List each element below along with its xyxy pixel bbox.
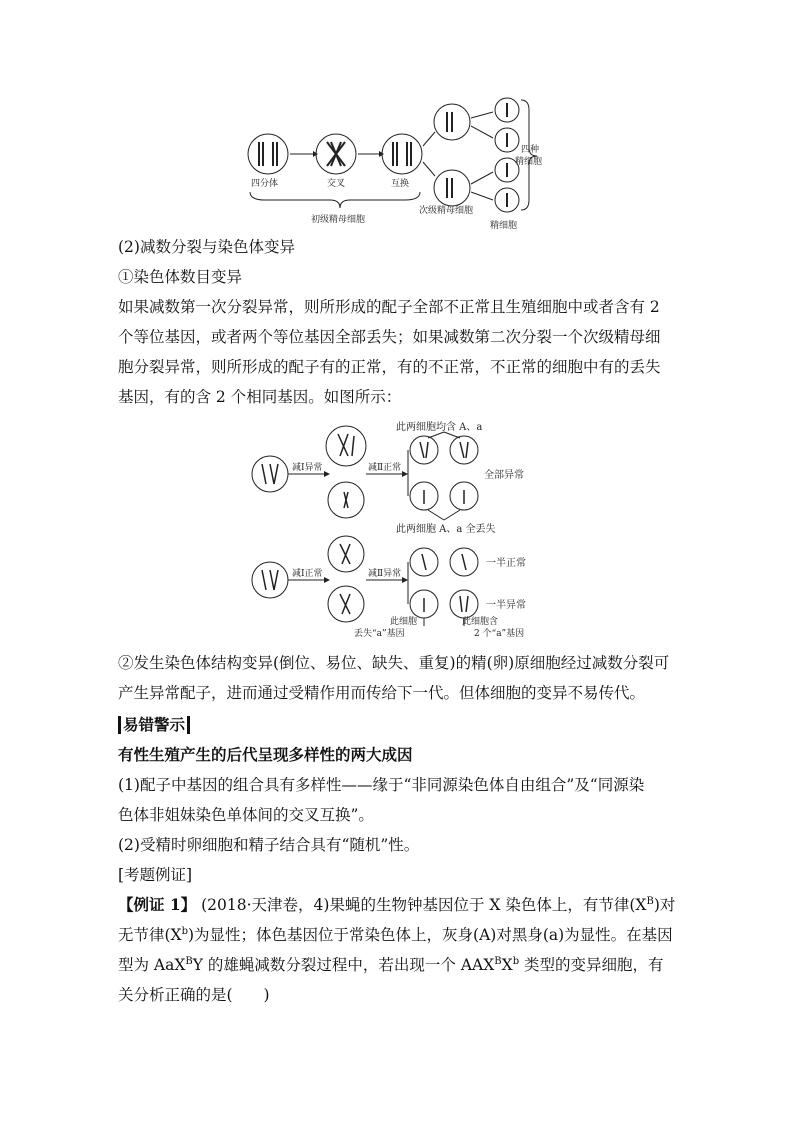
example-line2: 无节律$(X^b)$为显性；体色基因位于常染色体上，灰身(A)对黑身(a)为显性。在基因 (118, 925, 673, 944)
warning-title: 有性生殖产生的后代呈现多样性的两大成因 (118, 745, 413, 764)
label-cell-has-line1: 此细胞含 (462, 617, 499, 627)
warning-tag: 易错警示 (118, 716, 190, 734)
label-half-normal: 一半正常 (486, 558, 526, 569)
label-cell-lost-line2: 丢失“a”基因 (354, 629, 405, 639)
label-exchange: 互换 (391, 179, 410, 189)
label-both-lost-Aa: 此两细胞 A、a 全丢失 (396, 524, 496, 535)
warning-item2: (2)受精时卵细胞和精子结合具有“随机”性。 (118, 836, 420, 854)
sub2-line2: 产生异常配子，进而通过受精作用而传给下一代。但体细胞的变异不易传代。 (118, 684, 646, 702)
label-sperm-cell-2: 精细胞 (515, 157, 543, 167)
label-both-have-Aa: 此两细胞均含 A、a (396, 422, 483, 433)
label-meiosis1-abnormal: 减Ⅰ异常 (292, 463, 323, 473)
para1-line3: 胞分裂异常，则所形成的配子有的正常，有的不正常，不正常的细胞中有的丢失 (118, 358, 661, 376)
label-sperm-cell: 精细胞 (490, 221, 518, 231)
label-cross: 交叉 (327, 179, 346, 189)
label-cell-has-line2: 2 个“a”基因 (474, 629, 525, 639)
sub2-line1: ②发生染色体结构变异(倒位、易位、缺失、重复)的精(卵)原细胞经过减数分裂可 (118, 654, 670, 672)
crossing-over-diagram (245, 96, 550, 232)
para1-line4: 基因，有的含 2 个相同基因。如图所示： (118, 388, 402, 406)
label-four-body: 四分体 (251, 179, 279, 189)
example-line1: 【例证 1】 (2018·天津卷，4)果蝇的生物钟基因位于 X 染色体上，有节律$(X^B)$对 (118, 895, 676, 914)
warning-item1-line1: (1)配子中基因的组合具有多样性——缘于“非同源染色体自由组合”及“同源染 (118, 776, 645, 794)
subsection-1: ①染色体数目变异 (118, 268, 243, 286)
section-heading: (2)减数分裂与染色体变异 (118, 238, 295, 256)
example-section-label: [考题例证] (118, 866, 193, 884)
label-cell-lost-line1: 此细胞 (390, 617, 418, 627)
example-tag: 【例证 1】 (118, 895, 197, 914)
label-meiosis1-normal: 减Ⅰ正常 (292, 569, 323, 579)
label-all-abnormal: 全部异常 (484, 470, 524, 481)
label-meiosis2-normal: 减Ⅱ正常 (368, 463, 402, 473)
warning-item1-line2: 色体非姐妹染色单体间的交叉互换”。 (118, 806, 374, 824)
label-secondary-cell: 次级精母细胞 (419, 206, 474, 216)
nondisjunction-diagram (248, 420, 554, 642)
para1-line1: 如果减数第一次分裂异常，则所形成的配子全部不正常且生殖细胞中或者含有 2 (118, 298, 660, 316)
label-half-abnormal: 一半异常 (486, 600, 526, 611)
label-primary-cell: 初级精母细胞 (311, 215, 366, 225)
label-four-kinds: 四种 (521, 145, 540, 155)
example-source: (2018·天津卷，4) (201, 896, 330, 914)
label-meiosis2-abnormal: 减Ⅱ异常 (368, 569, 402, 579)
example-line3: 型为 AaX$^B$Y 的雄蝇减数分裂过程中，若出现一个 $AAX^BX^b$ 类型的变异细胞，有 (118, 955, 664, 974)
para1-line2: 个等位基因，或者两个等位基因全部丢失；如果减数第二次分裂一个次级精母细 (118, 328, 661, 346)
example-line4: 关分析正确的是( ) (118, 986, 270, 1004)
